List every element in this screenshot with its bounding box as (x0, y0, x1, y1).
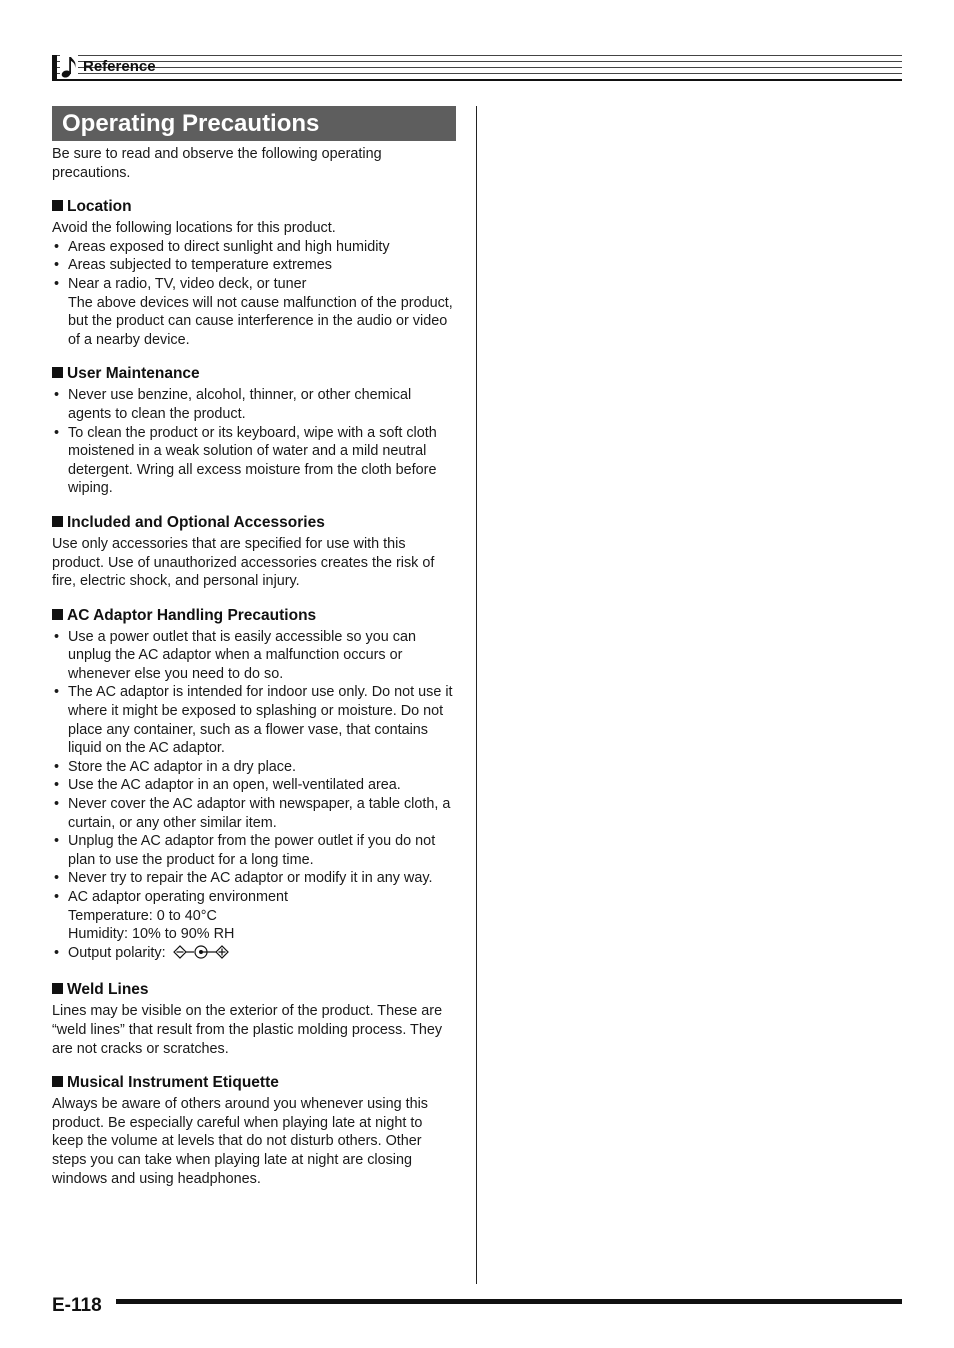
heading-square-icon (52, 983, 63, 994)
section-heading: Weld Lines (52, 980, 456, 1000)
music-note-icon (60, 55, 78, 79)
center-negative-polarity-icon (172, 944, 230, 966)
header-staff-lines (52, 55, 902, 81)
environment-humidity: Humidity: 10% to 90% RH (68, 926, 235, 943)
section-location (52, 197, 456, 349)
section-user-maintenance (52, 364, 456, 498)
section-body: Use only accessories that are specified for use with this product. Use of unauthorized accessories creates the risk of fire, electric shock, and personal injury. (52, 535, 435, 590)
section-heading: AC Adaptor Handling Precautions (52, 606, 456, 626)
section-heading: User Maintenance (52, 364, 456, 384)
list-item: • Never try to repair the AC adaptor or modify it in any way. (52, 869, 456, 888)
section-etiquette (52, 1073, 456, 1188)
page-title: Operating Precautions (62, 110, 320, 137)
list-item: • Store the AC adaptor in a dry place. (52, 758, 456, 777)
list-item: • Use the AC adaptor in an open, well-ventilated area. (52, 776, 456, 795)
list-item: • Use a power outlet that is easily accessible so you can unplug the AC adaptor when a malfunction occurs or whenever else you need to do so. (52, 628, 456, 684)
list-item-note: The above devices will not cause malfunction of the product, but the product can cause interference in the audio or video of a nearby device. (68, 294, 453, 348)
list-item: • The AC adaptor is intended for indoor use only. Do not use it where it might be exposed to splashing or moisture. Do not place any container, such as a flower vase, that contains liquid on the AC adaptor. (52, 683, 456, 757)
list-item: • To clean the product or its keyboard, wipe with a soft cloth moistened in a weak solution of water and a mild neutral detergent. Wring all excess moisture from the cloth before wiping. (52, 424, 456, 498)
section-label: Reference (83, 58, 156, 75)
section-ac-adaptor (52, 606, 456, 966)
section-weld-lines (52, 980, 456, 1058)
heading-square-icon (52, 516, 63, 527)
list-item (52, 944, 456, 966)
section-heading: Musical Instrument Etiquette (52, 1073, 456, 1093)
title-banner (52, 106, 456, 141)
page-number: E-118 (52, 1295, 102, 1316)
bullet-list (52, 628, 456, 966)
section-body: Lines may be visible on the exterior of the product. These are “weld lines” that result from the plastic molding process. They are not cracks or scratches. (52, 1003, 443, 1057)
header-bar (52, 55, 57, 80)
bullet-list (52, 386, 456, 498)
bullet-list (52, 238, 456, 350)
section-heading: Included and Optional Accessories (52, 513, 456, 533)
section-heading: Location (52, 197, 456, 217)
polarity-label: Output polarity: (68, 944, 166, 961)
list-item: • Areas subjected to temperature extremes (52, 256, 456, 275)
heading-square-icon (52, 200, 63, 211)
section-body: Always be aware of others around you whenever using this product. Be especially careful when playing late at night to keep the volume at levels that do not disturb others. Other steps you can take when playing late at night are closing windows and using headphones. (52, 1096, 428, 1187)
footer-rule (116, 1299, 902, 1304)
heading-square-icon (52, 367, 63, 378)
section-accessories (52, 513, 456, 591)
main-content (52, 145, 456, 1203)
section-lead: Avoid the following locations for this product. (52, 220, 336, 237)
list-item: • Areas exposed to direct sunlight and high humidity (52, 238, 456, 257)
page-header (52, 55, 902, 81)
list-item: • Unplug the AC adaptor from the power outlet if you do not plan to use the product for a long time. (52, 832, 456, 869)
list-item: • Never use benzine, alcohol, thinner, or other chemical agents to clean the product. (52, 386, 456, 423)
heading-square-icon (52, 609, 63, 620)
intro-text: Be sure to read and observe the following operating precautions. (52, 146, 382, 181)
environment-temperature: Temperature: 0 to 40°C (68, 907, 217, 924)
heading-square-icon (52, 1076, 63, 1087)
list-item: • Never cover the AC adaptor with newspaper, a table cloth, a curtain, or any other similar item. (52, 795, 456, 832)
list-item (52, 275, 456, 349)
list-item (52, 888, 456, 944)
column-divider (476, 106, 477, 1284)
environment-label: • AC adaptor operating environment (68, 889, 288, 905)
list-item-text: • Near a radio, TV, video deck, or tuner (68, 275, 307, 292)
